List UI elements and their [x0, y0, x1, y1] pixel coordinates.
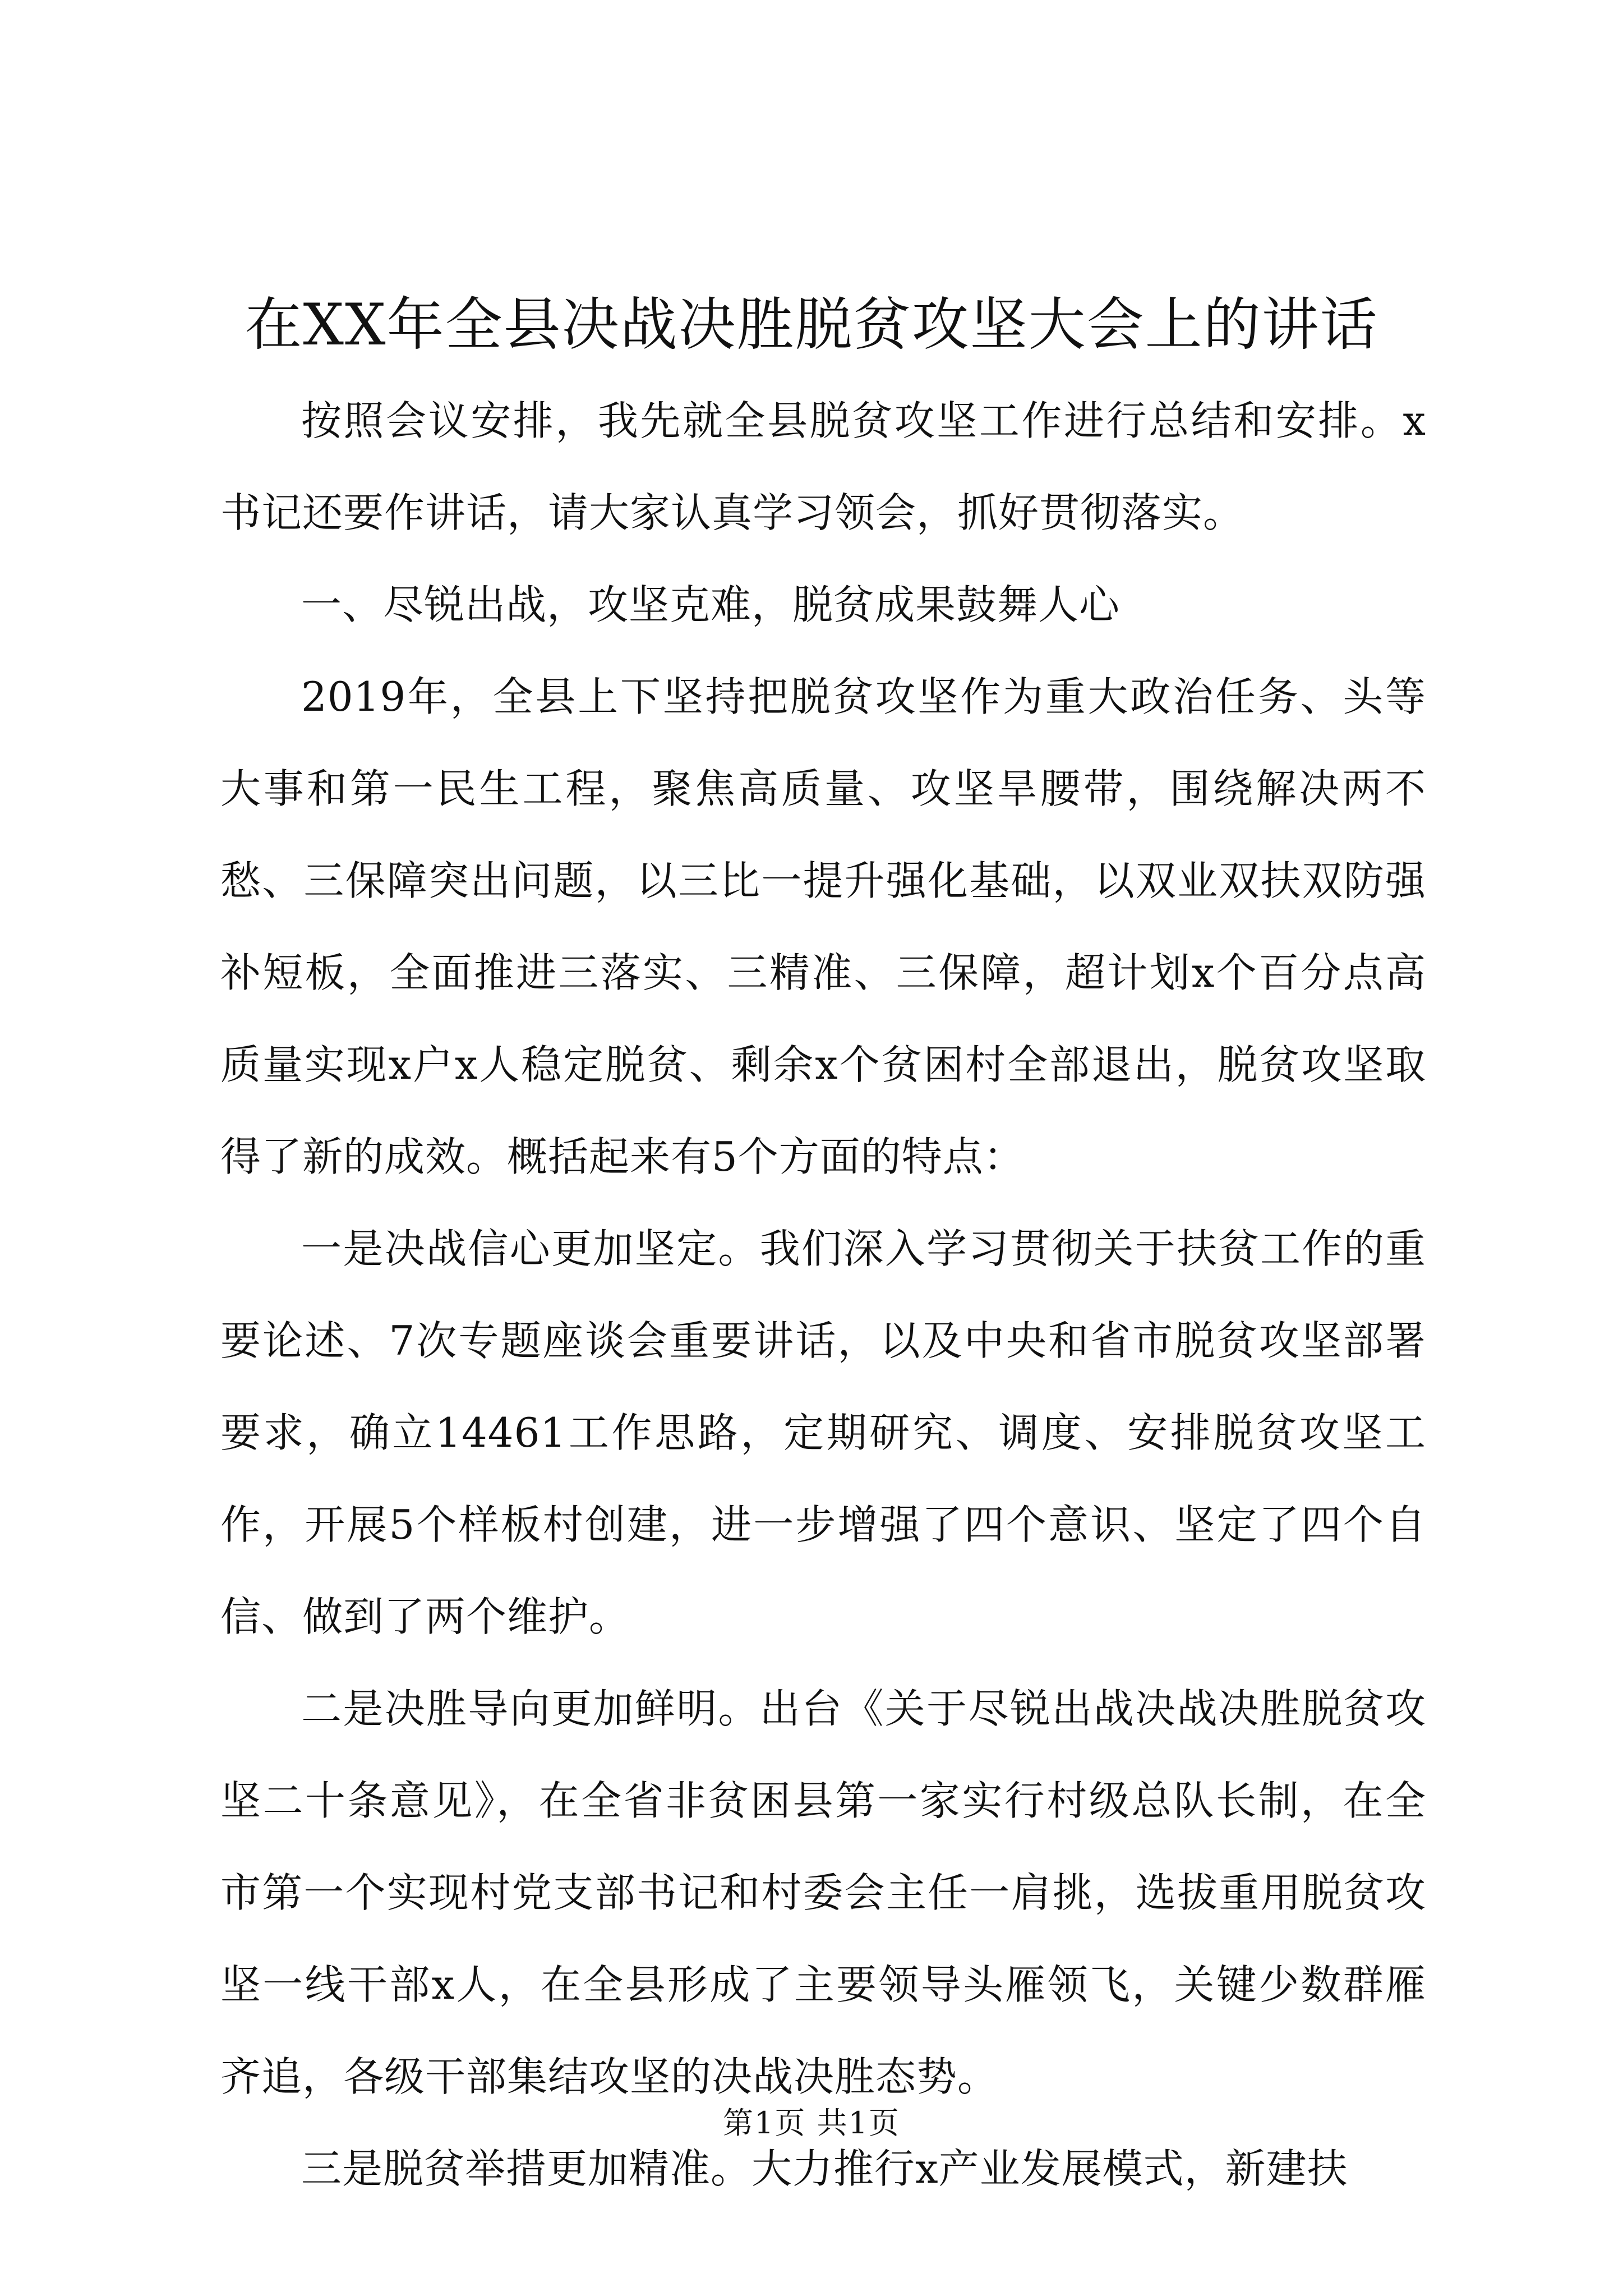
section-heading-1: 一、尽锐出战，攻坚克难，脱贫成果鼓舞人心 [301, 581, 1121, 628]
page-number-footer: 第1页 共1页 [723, 2105, 900, 2141]
paragraph-point-1: 一是决战信心更加坚定。我们深入学习贯彻关于扶贫工作的重要论述、7次专题座谈会重要讲话，以及中央和省市脱贫攻坚部署要求，确立14461工作思路，定期研究、调度、安排脱贫攻坚工作，开展5个样板村创建，进一步增强了四个意识、坚定了四个自信、做到了两个维护。 [220, 1225, 1426, 1640]
paragraph-intro: 按照会议安排，我先就全县脱贫攻坚工作进行总结和安排。x书记还要作讲话，请大家认真学习领会，抓好贯彻落实。 [220, 397, 1426, 536]
paragraph-point-2: 二是决胜导向更加鲜明。出台《关于尽锐出战决战决胜脱贫攻坚二十条意见》，在全省非贫困县第一家实行村级总队长制，在全市第一个实现村党支部书记和村委会主任一肩挑，选拔重用脱贫攻坚一线干部x人，在全县形成了主要领导头雁领飞，关键少数群雁齐追，各级干部集结攻坚的决战决胜态势。 [220, 1685, 1426, 2100]
paragraph-summary: 2019年，全县上下坚持把脱贫攻坚作为重大政治任务、头等大事和第一民生工程，聚焦高质量、攻坚旱腰带，围绕解决两不愁、三保障突出问题，以三比一提升强化基础，以双业双扶双防强补短板，全面推进三落实、三精准、三保障，超计划x个百分点高质量实现x户x人稳定脱贫、剩余x个贫困村全部退出，脱贫攻坚取得了新的成效。概括起来有5个方面的特点： [220, 673, 1426, 1180]
paragraph-point-3: 三是脱贫举措更加精准。大力推行x产业发展模式，新建扶 [301, 2145, 1348, 2192]
document-body [220, 375, 1426, 2215]
document-title: 在XX年全县决战决胜脱贫攻坚大会上的讲话 [245, 292, 1378, 358]
